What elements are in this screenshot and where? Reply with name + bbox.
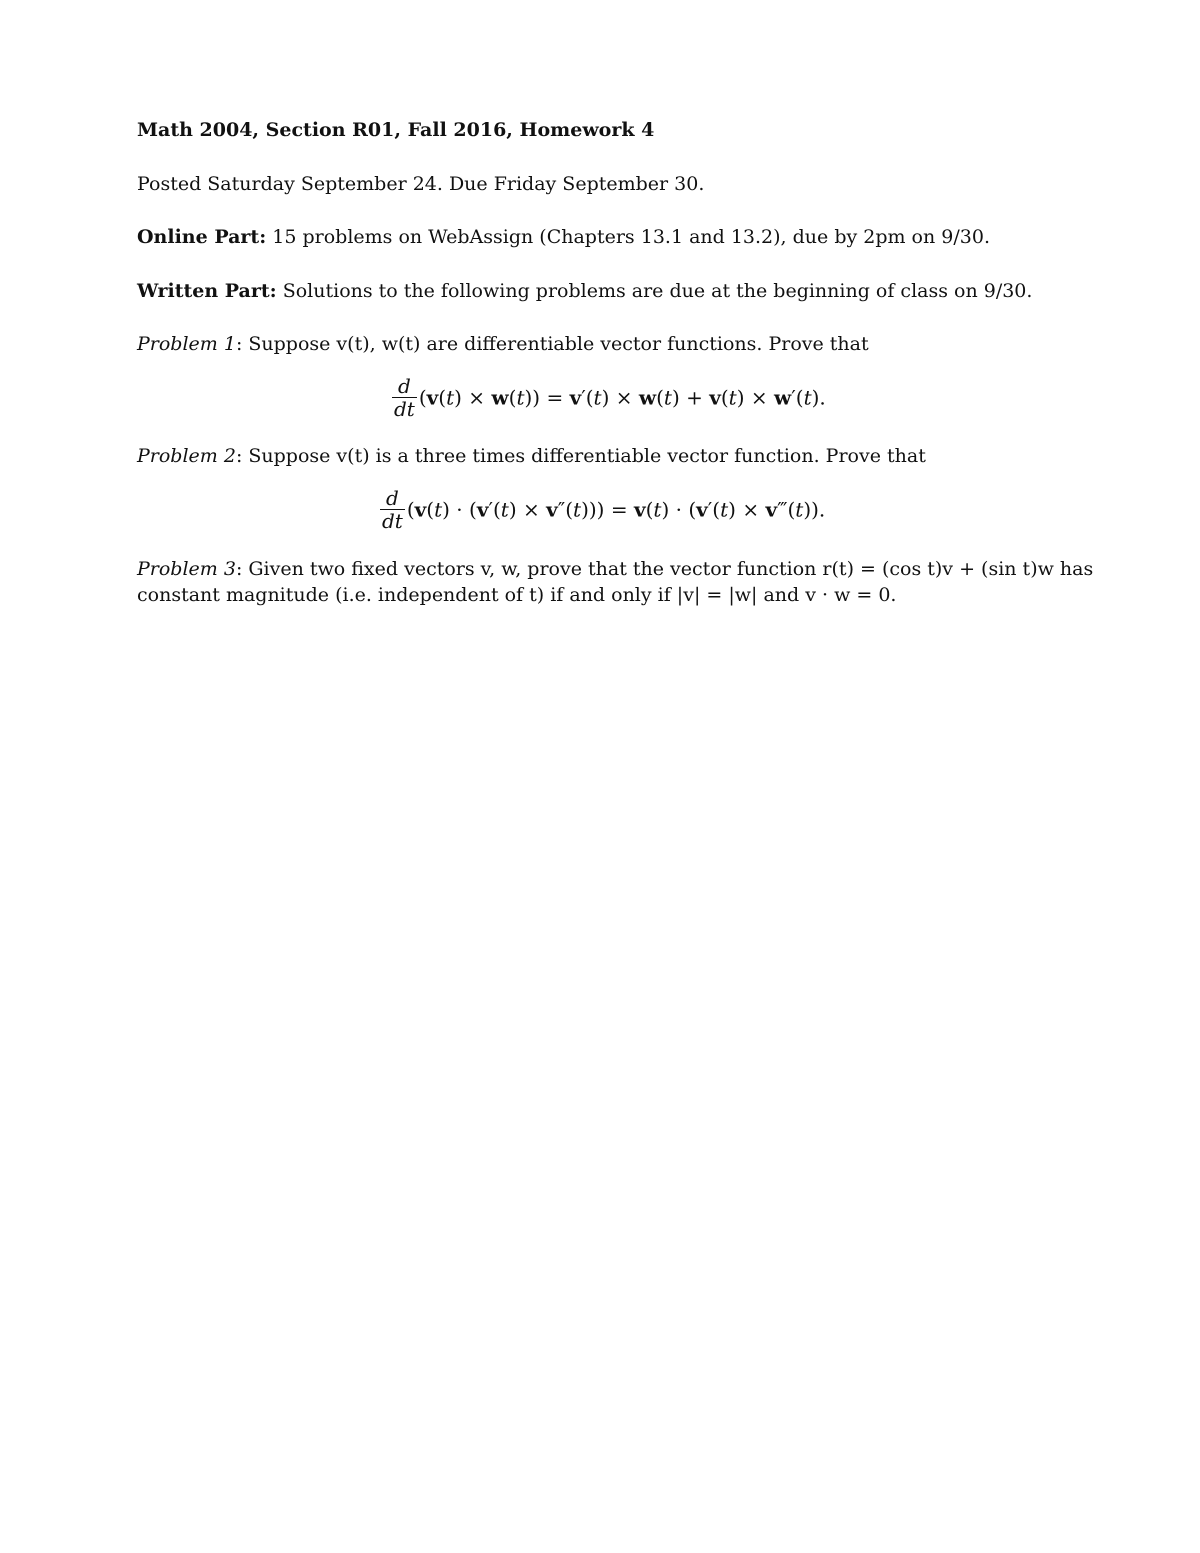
online-part-text: 15 problems on WebAssign (Chapters 13.1 and 13.2), due by 2pm on 9/30. [272, 226, 990, 248]
problem-1-text: : Suppose v(t), w(t) are differentiable vector functions. Prove that [235, 333, 869, 355]
problem-3-label: Problem 3 [137, 558, 236, 580]
written-part-label: Written Part: [137, 280, 277, 302]
problem-2-statement [137, 447, 926, 466]
problem-3-text-line-1: : Given two fixed vectors v, w, prove that the vector function r(t) = (cos t)v + (sin t)w has [235, 558, 1094, 580]
derivative-fraction: $\frac{d}{dt}$ [382, 486, 403, 533]
problem-1-equation: $\frac{d}{dt}$ (v(t) × w(t)) = v′(t) × w(t) + v(t) × w′(t). [394, 374, 826, 421]
written-part-paragraph [137, 282, 1032, 301]
online-part-paragraph [137, 228, 990, 247]
problem-3-statement-line-1 [137, 560, 1093, 579]
posted-due-line: Posted Saturday September 24. Due Friday September 30. [137, 173, 705, 195]
problem-2-equation: $\frac{d}{dt}$ (v(t) · (v′(t) × v″(t))) = v(t) · (v′(t) × v‴(t)). [382, 486, 826, 533]
problem-2-label: Problem 2 [137, 445, 236, 467]
written-part-text: Solutions to the following problems are due at the beginning of class on 9/30. [282, 280, 1033, 302]
derivative-fraction: $\frac{d}{dt}$ [394, 374, 415, 421]
problem-1-label: Problem 1 [137, 333, 236, 355]
online-part-label: Online Part: [137, 226, 267, 248]
problem-1-statement [137, 335, 869, 354]
homework-title: Math 2004, Section R01, Fall 2016, Homework 4 [137, 119, 655, 141]
problem-2-text: : Suppose v(t) is a three times differentiable vector function. Prove that [235, 445, 926, 467]
problem-3-statement-line-2: constant magnitude (i.e. independent of t) if and only if |v| = |w| and v · w = 0. [137, 584, 897, 606]
